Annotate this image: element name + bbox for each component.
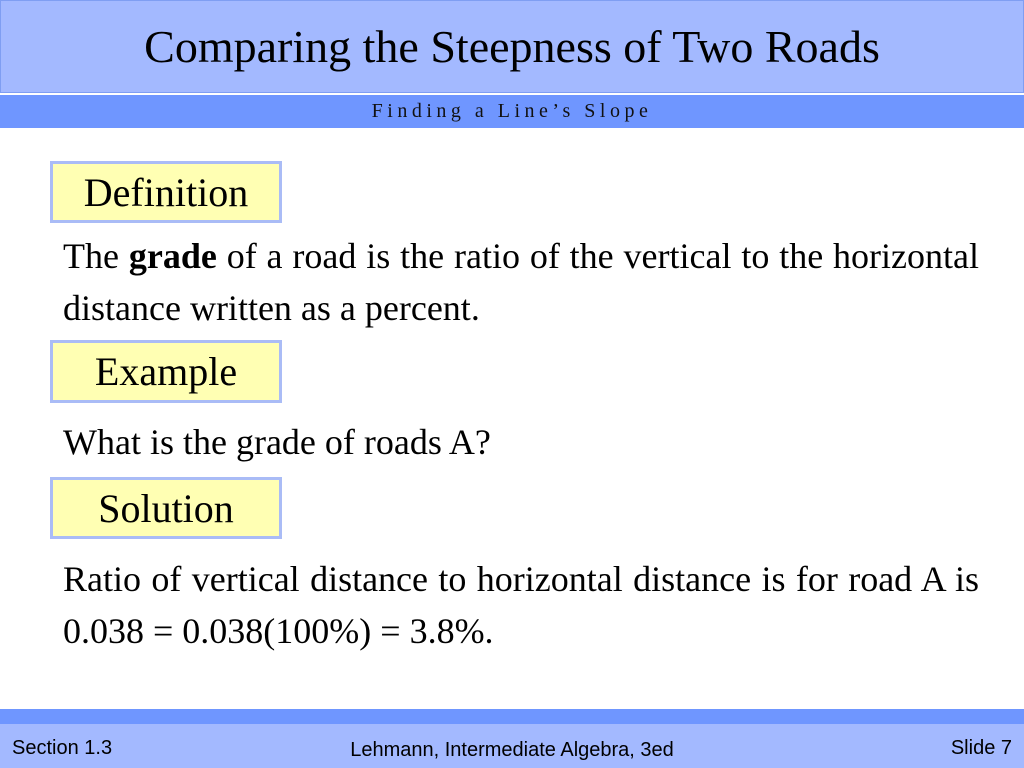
slide-subtitle: Finding a Line’s Slope bbox=[371, 100, 653, 122]
subtitle-bar bbox=[0, 95, 1024, 128]
example-label: Example bbox=[50, 340, 282, 403]
title-bar bbox=[0, 0, 1024, 93]
definition-text bbox=[63, 230, 979, 334]
definition-text-after: of a road is the ratio of the vertical to the horizontal distance written as a percent. bbox=[63, 236, 979, 328]
solution-label: Solution bbox=[50, 477, 282, 539]
slide-title: Comparing the Steepness of Two Roads bbox=[144, 20, 880, 72]
footer-book: Lehmann, Intermediate Algebra, 3ed bbox=[350, 739, 674, 761]
definition-label: Definition bbox=[50, 161, 282, 223]
definition-text-before: The bbox=[63, 236, 129, 276]
footer-slide-number: Slide 7 bbox=[950, 737, 1012, 759]
definition-term: grade bbox=[128, 236, 217, 276]
example-text: What is the grade of roads A? bbox=[63, 422, 491, 462]
solution-text: Ratio of vertical distance to horizontal distance is for road A is 0.038 = 0.038(100%) = 3.8%. bbox=[63, 559, 979, 651]
footer-bar bbox=[0, 709, 1024, 768]
footer-section: Section 1.3 bbox=[12, 737, 113, 759]
